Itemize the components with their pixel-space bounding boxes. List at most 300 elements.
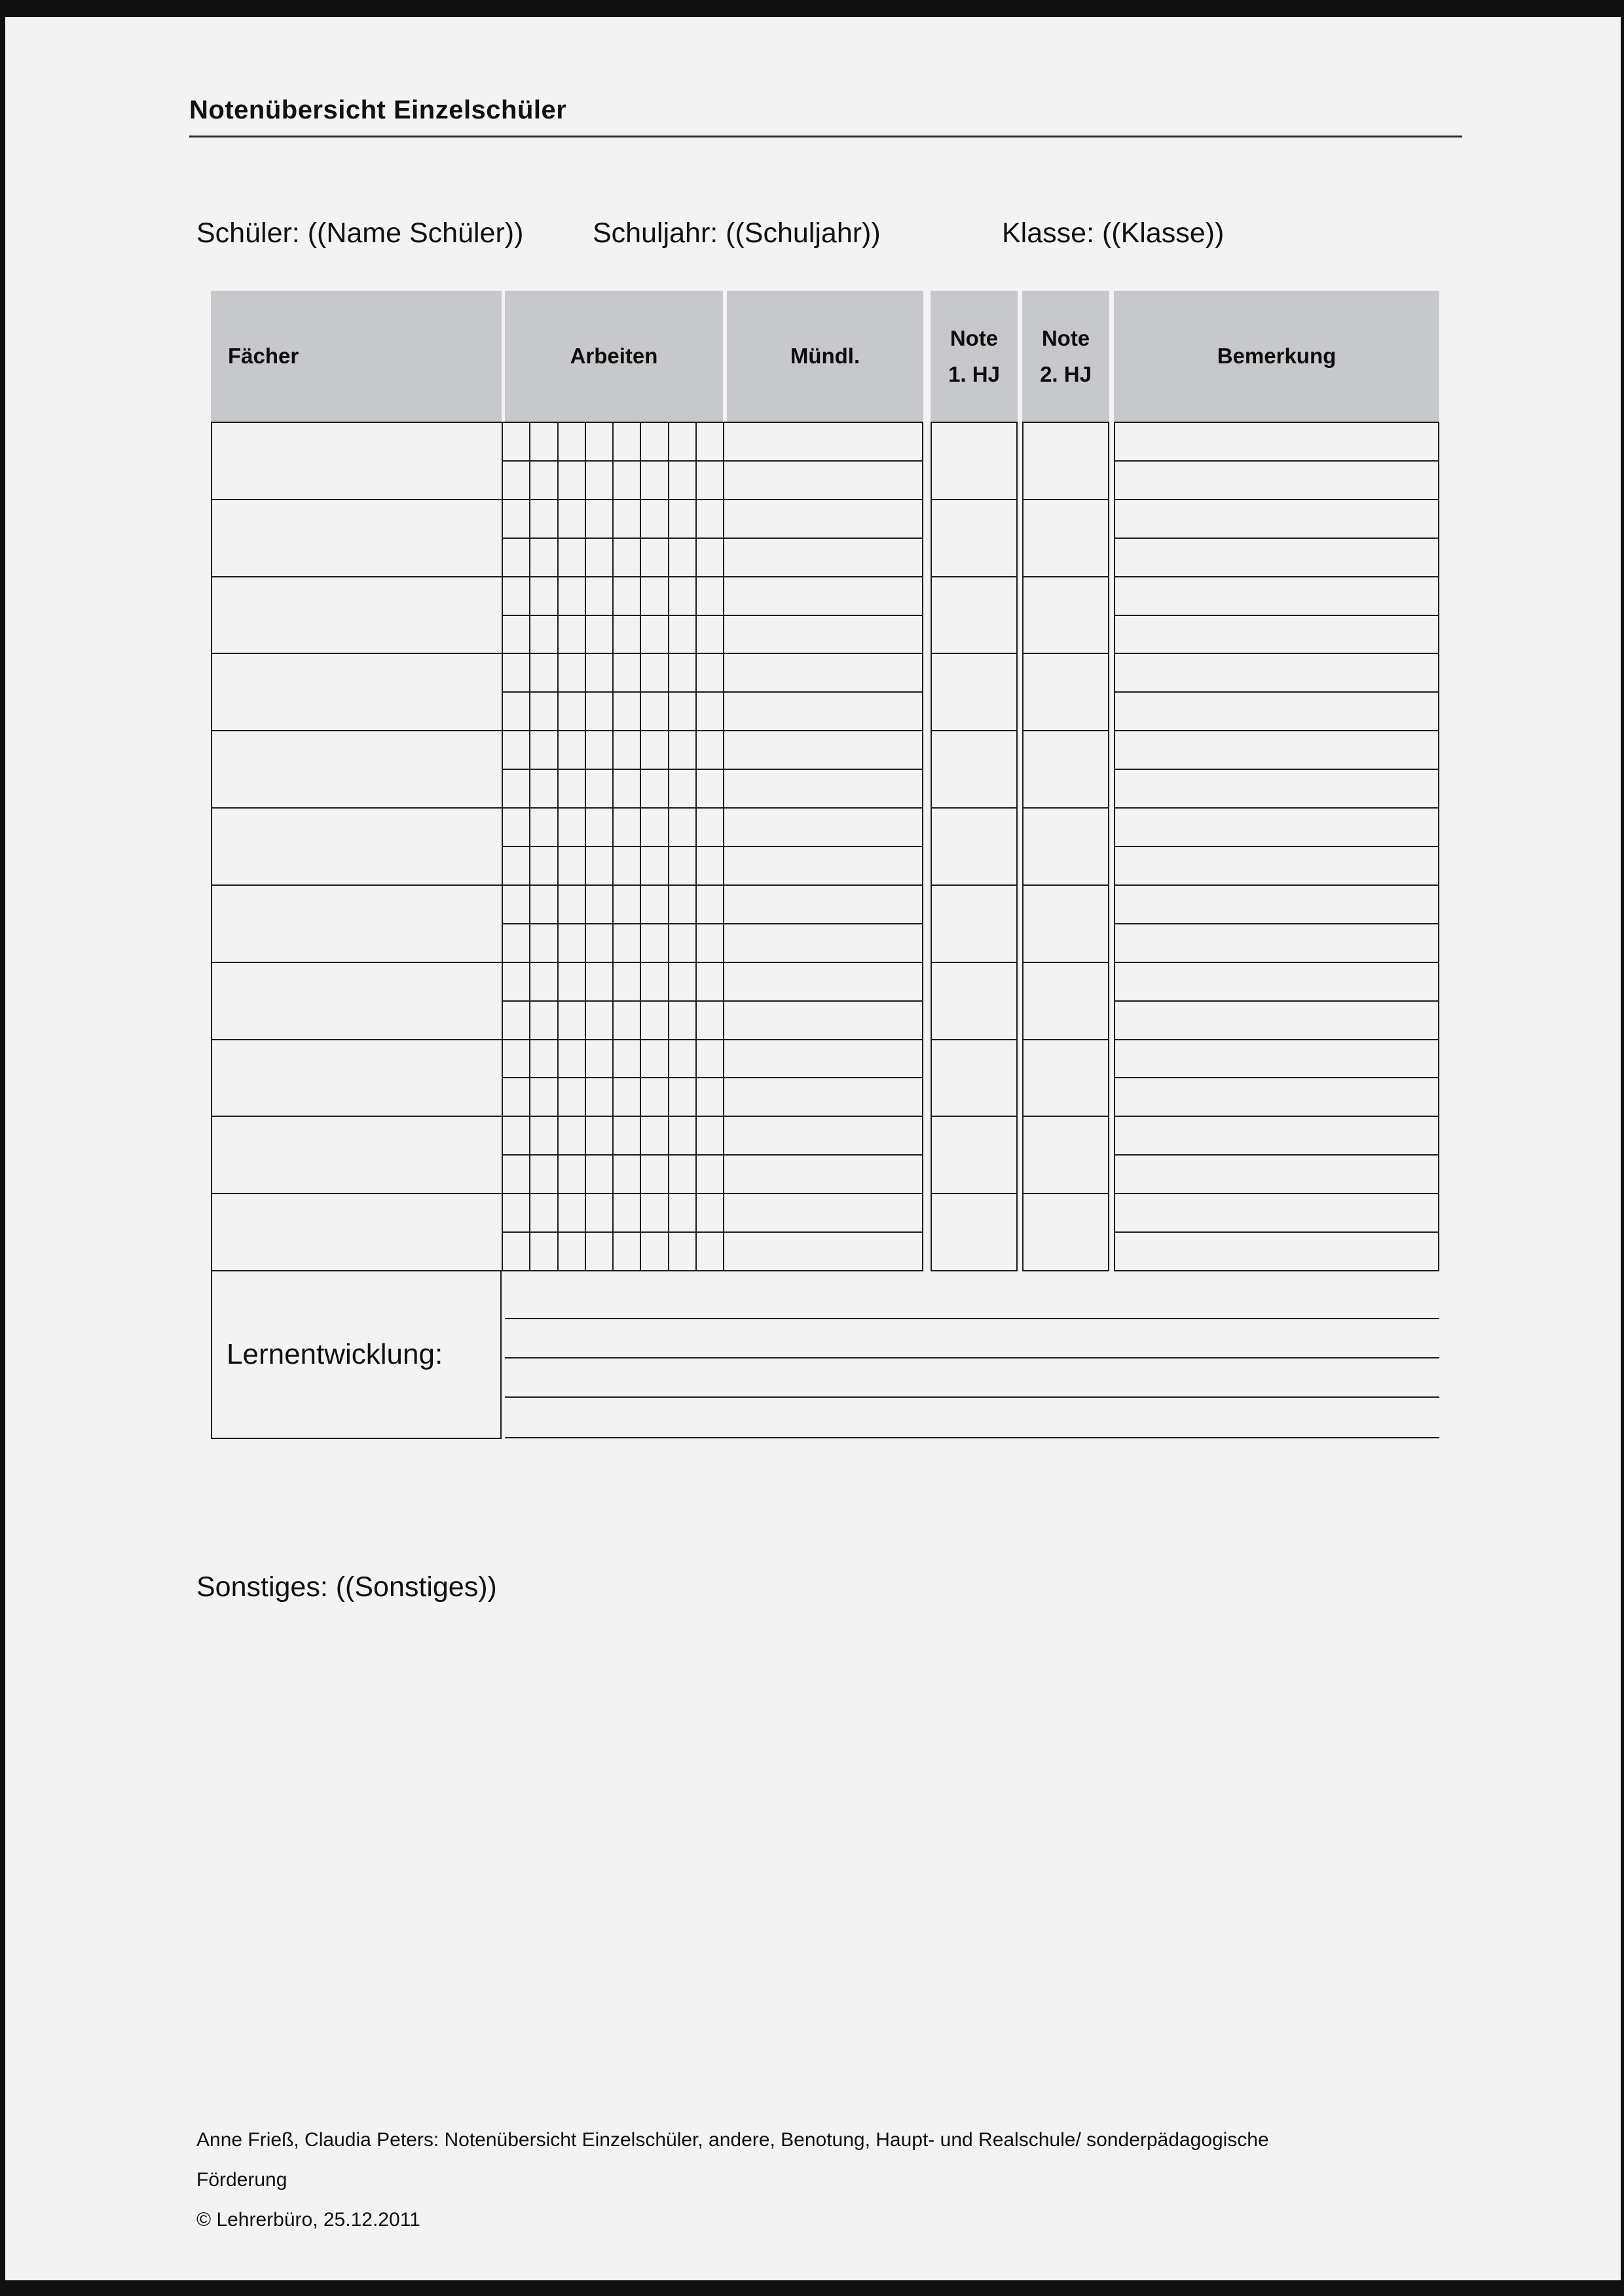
bemerkung-cell: [1115, 462, 1438, 500]
arbeiten-grade-cell: [697, 500, 724, 538]
note-2hj-cell: [1024, 809, 1108, 886]
arbeiten-grade-cell: [530, 1117, 558, 1154]
arbeiten-grade-cell: [614, 1002, 641, 1039]
subject-subrow: [503, 423, 922, 462]
arbeiten-grade-cell: [697, 1078, 724, 1116]
bemerkung-column: [1114, 422, 1439, 1271]
arbeiten-grade-cell: [697, 1233, 724, 1270]
subject-row: [212, 1194, 922, 1270]
arbeiten-grade-cell: [586, 886, 614, 923]
arbeiten-grade-cell: [614, 1078, 641, 1116]
arbeiten-grade-cell: [697, 886, 724, 923]
arbeiten-grade-cell: [530, 1194, 558, 1231]
arbeiten-grade-cell: [503, 770, 530, 807]
arbeiten-grade-cell: [559, 462, 586, 499]
header-cell-bemerkung: [1114, 291, 1439, 422]
arbeiten-grade-cell: [669, 1233, 697, 1270]
subject-subgrid: [503, 963, 922, 1039]
arbeiten-grade-cell: [503, 1040, 530, 1078]
class-field: Klasse: ((Klasse)): [1002, 217, 1225, 249]
arbeiten-grade-cell: [586, 1117, 614, 1154]
muendl-grade-cell: [724, 1117, 922, 1154]
arbeiten-grade-cell: [641, 577, 669, 615]
arbeiten-grade-cell: [586, 654, 614, 691]
arbeiten-grade-cell: [503, 924, 530, 962]
header-cell-note-2hj: [1022, 291, 1109, 422]
arbeiten-grade-cell: [503, 1078, 530, 1116]
note-1hj-cell: [932, 1040, 1016, 1118]
arbeiten-grade-cell: [614, 616, 641, 653]
subject-subrow: [503, 462, 922, 499]
lernentwicklung-label-cell: [211, 1271, 502, 1439]
arbeiten-grade-cell: [530, 770, 558, 807]
arbeiten-grade-cell: [530, 809, 558, 846]
bemerkung-cell: [1115, 1117, 1438, 1156]
arbeiten-grade-cell: [530, 963, 558, 1000]
arbeiten-grade-cell: [530, 654, 558, 691]
note-2hj-cell: [1024, 577, 1108, 655]
note-2hj-cell: [1024, 654, 1108, 731]
arbeiten-grade-cell: [697, 1117, 724, 1154]
bemerkung-cell: [1115, 1233, 1438, 1270]
subject-row: [212, 654, 922, 731]
faecher-cell: [212, 500, 503, 576]
note-2hj-cell: [1024, 963, 1108, 1040]
muendl-grade-cell: [724, 1002, 922, 1039]
lernentwicklung-line: [505, 1319, 1439, 1358]
arbeiten-grade-cell: [503, 809, 530, 846]
page-frame-top: [0, 0, 1624, 17]
note-2hj-column: [1022, 422, 1109, 1271]
muendl-grade-cell: [724, 616, 922, 653]
subject-row: [212, 423, 922, 500]
muendl-grade-cell: [724, 770, 922, 807]
faecher-cell: [212, 423, 503, 499]
subject-subrow: [503, 654, 922, 693]
subject-subrow: [503, 1233, 922, 1270]
arbeiten-grade-cell: [614, 809, 641, 846]
subject-subrow: [503, 577, 922, 616]
arbeiten-grade-cell: [641, 1040, 669, 1078]
bemerkung-cell: [1115, 1040, 1438, 1079]
muendl-grade-cell: [724, 924, 922, 962]
arbeiten-grade-cell: [641, 539, 669, 576]
header-cell-note-1hj: [931, 291, 1018, 422]
arbeiten-grade-cell: [697, 847, 724, 884]
arbeiten-grade-cell: [503, 963, 530, 1000]
note-1hj-cell: [932, 731, 1016, 809]
page-frame-right: [1621, 0, 1624, 2296]
arbeiten-grade-cell: [586, 423, 614, 460]
arbeiten-grade-cell: [614, 539, 641, 576]
arbeiten-grade-cell: [697, 1040, 724, 1078]
arbeiten-grade-cell: [530, 539, 558, 576]
muendl-grade-cell: [724, 1194, 922, 1231]
arbeiten-grade-cell: [697, 423, 724, 460]
arbeiten-grade-cell: [641, 1002, 669, 1039]
page-frame-left: [0, 0, 5, 2296]
subject-subgrid: [503, 1117, 922, 1193]
arbeiten-grade-cell: [586, 1233, 614, 1270]
arbeiten-grade-cell: [614, 423, 641, 460]
arbeiten-grade-cell: [559, 886, 586, 923]
muendl-grade-cell: [724, 423, 922, 460]
subject-subrow: [503, 1194, 922, 1233]
note-1hj-cell: [932, 809, 1016, 886]
muendl-grade-cell: [724, 731, 922, 769]
header-label: Note: [950, 326, 999, 350]
arbeiten-grade-cell: [669, 963, 697, 1000]
bemerkung-cell: [1115, 1194, 1438, 1233]
muendl-grade-cell: [724, 693, 922, 730]
muendl-grade-cell: [724, 1233, 922, 1270]
arbeiten-grade-cell: [559, 1002, 586, 1039]
note-1hj-cell: [932, 654, 1016, 731]
arbeiten-grade-cell: [697, 539, 724, 576]
bemerkung-cell: [1115, 654, 1438, 693]
note-1hj-cell: [932, 963, 1016, 1040]
arbeiten-grade-cell: [503, 539, 530, 576]
subject-row: [212, 963, 922, 1040]
page-frame-bottom: [0, 2280, 1624, 2296]
bemerkung-cell: [1115, 963, 1438, 1002]
faecher-cell: [212, 963, 503, 1039]
arbeiten-grade-cell: [586, 616, 614, 653]
muendl-grade-cell: [724, 500, 922, 538]
arbeiten-grade-cell: [697, 770, 724, 807]
arbeiten-grade-cell: [614, 847, 641, 884]
subject-subrow: [503, 539, 922, 576]
bemerkung-cell: [1115, 539, 1438, 577]
arbeiten-grade-cell: [669, 1078, 697, 1116]
subject-subgrid: [503, 886, 922, 962]
arbeiten-grade-cell: [697, 809, 724, 846]
subject-subgrid: [503, 654, 922, 730]
arbeiten-grade-cell: [669, 1156, 697, 1193]
subject-row: [212, 577, 922, 655]
lernentwicklung-label: Lernentwicklung:: [227, 1338, 443, 1370]
arbeiten-grade-cell: [586, 1002, 614, 1039]
arbeiten-grade-cell: [530, 423, 558, 460]
arbeiten-grade-cell: [697, 577, 724, 615]
lernentwicklung-line: [505, 1398, 1439, 1438]
muendl-grade-cell: [724, 809, 922, 846]
arbeiten-grade-cell: [614, 886, 641, 923]
subject-row: [212, 809, 922, 886]
arbeiten-grade-cell: [614, 1156, 641, 1193]
bemerkung-cell: [1115, 731, 1438, 770]
arbeiten-grade-cell: [614, 462, 641, 499]
muendl-grade-cell: [724, 539, 922, 576]
header-label: Bemerkung: [1217, 344, 1337, 368]
arbeiten-grade-cell: [503, 577, 530, 615]
arbeiten-grade-cell: [530, 462, 558, 499]
arbeiten-grade-cell: [559, 809, 586, 846]
note-1hj-cell: [932, 1194, 1016, 1270]
arbeiten-grade-cell: [530, 577, 558, 615]
arbeiten-grade-cell: [669, 539, 697, 576]
muendl-grade-cell: [724, 1156, 922, 1193]
subject-subrow: [503, 847, 922, 884]
subject-subgrid: [503, 423, 922, 499]
arbeiten-grade-cell: [614, 654, 641, 691]
arbeiten-grade-cell: [559, 654, 586, 691]
subject-subrow: [503, 731, 922, 770]
arbeiten-grade-cell: [641, 462, 669, 499]
arbeiten-grade-cell: [559, 693, 586, 730]
arbeiten-grade-cell: [641, 731, 669, 769]
arbeiten-grade-cell: [503, 500, 530, 538]
header-label: Mündl.: [790, 344, 860, 368]
faecher-cell: [212, 809, 503, 884]
arbeiten-grade-cell: [559, 616, 586, 653]
subject-subgrid: [503, 577, 922, 653]
arbeiten-grade-cell: [669, 1194, 697, 1231]
arbeiten-grade-cell: [586, 924, 614, 962]
bemerkung-cell: [1115, 1156, 1438, 1194]
subject-subrow: [503, 886, 922, 924]
arbeiten-grade-cell: [530, 1078, 558, 1116]
footer-credit-line2: Förderung: [196, 2169, 287, 2191]
bemerkung-cell: [1115, 423, 1438, 462]
arbeiten-grade-cell: [697, 693, 724, 730]
arbeiten-grade-cell: [530, 1233, 558, 1270]
arbeiten-grade-cell: [641, 770, 669, 807]
arbeiten-grade-cell: [641, 963, 669, 1000]
lernentwicklung-writing-area: [505, 1271, 1439, 1440]
header-cell-faecher: [211, 291, 502, 422]
arbeiten-grade-cell: [586, 731, 614, 769]
bemerkung-cell: [1115, 693, 1438, 731]
subject-subrow: [503, 770, 922, 807]
subject-subgrid: [503, 1194, 922, 1270]
subject-subrow: [503, 963, 922, 1002]
subject-subrow: [503, 616, 922, 653]
arbeiten-grade-cell: [503, 693, 530, 730]
muendl-grade-cell: [724, 886, 922, 923]
arbeiten-grade-cell: [697, 1156, 724, 1193]
arbeiten-grade-cell: [669, 809, 697, 846]
subject-subrow: [503, 1156, 922, 1193]
note-2hj-cell: [1024, 731, 1108, 809]
arbeiten-grade-cell: [503, 1194, 530, 1231]
title-underline: [189, 136, 1462, 137]
muendl-grade-cell: [724, 1078, 922, 1116]
subject-row: [212, 1117, 922, 1194]
arbeiten-grade-cell: [641, 1233, 669, 1270]
arbeiten-grade-cell: [697, 963, 724, 1000]
arbeiten-grade-cell: [559, 731, 586, 769]
faecher-cell: [212, 654, 503, 730]
subject-row: [212, 1040, 922, 1118]
faecher-cell: [212, 577, 503, 653]
subject-subrow: [503, 1078, 922, 1116]
arbeiten-grade-cell: [559, 1078, 586, 1116]
arbeiten-grade-cell: [641, 1156, 669, 1193]
arbeiten-grade-cell: [586, 577, 614, 615]
arbeiten-grade-cell: [530, 1040, 558, 1078]
arbeiten-grade-cell: [586, 1040, 614, 1078]
arbeiten-grade-cell: [614, 924, 641, 962]
arbeiten-grade-cell: [669, 1117, 697, 1154]
subject-subrow: [503, 809, 922, 847]
arbeiten-grade-cell: [559, 423, 586, 460]
page-title: Notenübersicht Einzelschüler: [189, 96, 567, 124]
arbeiten-grade-cell: [641, 616, 669, 653]
arbeiten-grade-cell: [530, 1156, 558, 1193]
arbeiten-grade-cell: [559, 539, 586, 576]
arbeiten-grade-cell: [586, 963, 614, 1000]
arbeiten-grade-cell: [559, 924, 586, 962]
arbeiten-grade-cell: [586, 1194, 614, 1231]
note-1hj-cell: [932, 1117, 1016, 1194]
arbeiten-grade-cell: [641, 654, 669, 691]
arbeiten-grade-cell: [559, 1156, 586, 1193]
subject-row: [212, 731, 922, 809]
note-2hj-cell: [1024, 500, 1108, 577]
arbeiten-grade-cell: [641, 1078, 669, 1116]
bemerkung-cell: [1115, 616, 1438, 655]
arbeiten-grade-cell: [530, 847, 558, 884]
arbeiten-grade-cell: [641, 1117, 669, 1154]
arbeiten-grade-cell: [697, 1002, 724, 1039]
header-label: 1. HJ: [948, 362, 1000, 386]
arbeiten-grade-cell: [697, 731, 724, 769]
arbeiten-grade-cell: [697, 616, 724, 653]
arbeiten-grade-cell: [669, 577, 697, 615]
arbeiten-grade-cell: [641, 886, 669, 923]
arbeiten-grade-cell: [669, 770, 697, 807]
bemerkung-cell: [1115, 924, 1438, 963]
arbeiten-grade-cell: [697, 924, 724, 962]
header-label: 2. HJ: [1040, 362, 1092, 386]
arbeiten-grade-cell: [586, 500, 614, 538]
arbeiten-grade-cell: [530, 693, 558, 730]
arbeiten-grade-cell: [669, 1040, 697, 1078]
arbeiten-grade-cell: [669, 500, 697, 538]
subject-subrow: [503, 1117, 922, 1156]
arbeiten-grade-cell: [559, 577, 586, 615]
arbeiten-grade-cell: [530, 886, 558, 923]
header-cell-muendl: [727, 291, 923, 422]
arbeiten-grade-cell: [614, 693, 641, 730]
arbeiten-grade-cell: [559, 1233, 586, 1270]
arbeiten-grade-cell: [697, 654, 724, 691]
page-footer: [196, 2120, 1269, 2240]
subject-row: [212, 886, 922, 963]
arbeiten-grade-cell: [669, 462, 697, 499]
subject-subrow: [503, 693, 922, 730]
arbeiten-grade-cell: [669, 693, 697, 730]
header-label: Note: [1041, 326, 1090, 350]
arbeiten-grade-cell: [530, 924, 558, 962]
footer-credit-line1: Anne Frieß, Claudia Peters: Notenübersicht Einzelschüler, andere, Benotung, Haupt- und Realschule/ sonderpädagogische: [196, 2129, 1269, 2151]
arbeiten-grade-cell: [669, 654, 697, 691]
arbeiten-grade-cell: [586, 847, 614, 884]
arbeiten-grade-cell: [614, 500, 641, 538]
arbeiten-grade-cell: [641, 1194, 669, 1231]
arbeiten-grade-cell: [586, 462, 614, 499]
arbeiten-grade-cell: [586, 693, 614, 730]
faecher-cell: [212, 1040, 503, 1116]
arbeiten-grade-cell: [559, 963, 586, 1000]
lernentwicklung-line: [505, 1271, 1439, 1319]
faecher-cell: [212, 1194, 503, 1270]
arbeiten-grade-cell: [530, 500, 558, 538]
arbeiten-grade-cell: [614, 1194, 641, 1231]
arbeiten-grade-cell: [669, 924, 697, 962]
arbeiten-grade-cell: [614, 770, 641, 807]
arbeiten-grade-cell: [586, 809, 614, 846]
arbeiten-grade-cell: [503, 1233, 530, 1270]
note-1hj-cell: [932, 500, 1016, 577]
muendl-grade-cell: [724, 462, 922, 499]
subject-subgrid: [503, 731, 922, 807]
muendl-grade-cell: [724, 1040, 922, 1078]
muendl-grade-cell: [724, 847, 922, 884]
arbeiten-grade-cell: [697, 462, 724, 499]
arbeiten-grade-cell: [614, 1117, 641, 1154]
subject-subrow: [503, 1002, 922, 1039]
bemerkung-cell: [1115, 1002, 1438, 1040]
muendl-grade-cell: [724, 654, 922, 691]
note-2hj-cell: [1024, 1040, 1108, 1118]
subject-subrow: [503, 500, 922, 539]
subject-subrow: [503, 1040, 922, 1079]
faecher-cell: [212, 1117, 503, 1193]
note-2hj-cell: [1024, 886, 1108, 963]
bemerkung-cell: [1115, 500, 1438, 539]
lernentwicklung-line: [505, 1358, 1439, 1398]
note-2hj-cell: [1024, 1117, 1108, 1194]
arbeiten-grade-cell: [530, 616, 558, 653]
arbeiten-grade-cell: [641, 423, 669, 460]
arbeiten-grade-cell: [641, 847, 669, 884]
subject-subgrid: [503, 809, 922, 884]
arbeiten-grade-cell: [614, 577, 641, 615]
arbeiten-grade-cell: [530, 731, 558, 769]
bemerkung-cell: [1115, 886, 1438, 924]
header-cell-arbeiten: [505, 291, 723, 422]
subjects-grid: [211, 422, 923, 1271]
arbeiten-grade-cell: [503, 1002, 530, 1039]
bemerkung-cell: [1115, 577, 1438, 616]
arbeiten-grade-cell: [614, 963, 641, 1000]
bemerkung-cell: [1115, 809, 1438, 847]
bemerkung-cell: [1115, 770, 1438, 809]
arbeiten-grade-cell: [586, 770, 614, 807]
muendl-grade-cell: [724, 577, 922, 615]
arbeiten-grade-cell: [669, 731, 697, 769]
arbeiten-grade-cell: [614, 1233, 641, 1270]
arbeiten-grade-cell: [614, 731, 641, 769]
footer-copyright: © Lehrerbüro, 25.12.2011: [196, 2209, 420, 2231]
arbeiten-grade-cell: [669, 847, 697, 884]
arbeiten-grade-cell: [641, 500, 669, 538]
arbeiten-grade-cell: [503, 886, 530, 923]
bemerkung-cell: [1115, 1078, 1438, 1117]
arbeiten-grade-cell: [503, 1156, 530, 1193]
school-year-field: Schuljahr: ((Schuljahr)): [593, 217, 881, 249]
subject-row: [212, 500, 922, 577]
arbeiten-grade-cell: [614, 1040, 641, 1078]
faecher-cell: [212, 731, 503, 807]
muendl-grade-cell: [724, 963, 922, 1000]
arbeiten-grade-cell: [559, 1040, 586, 1078]
arbeiten-grade-cell: [641, 693, 669, 730]
arbeiten-grade-cell: [559, 1194, 586, 1231]
subject-subrow: [503, 924, 922, 962]
